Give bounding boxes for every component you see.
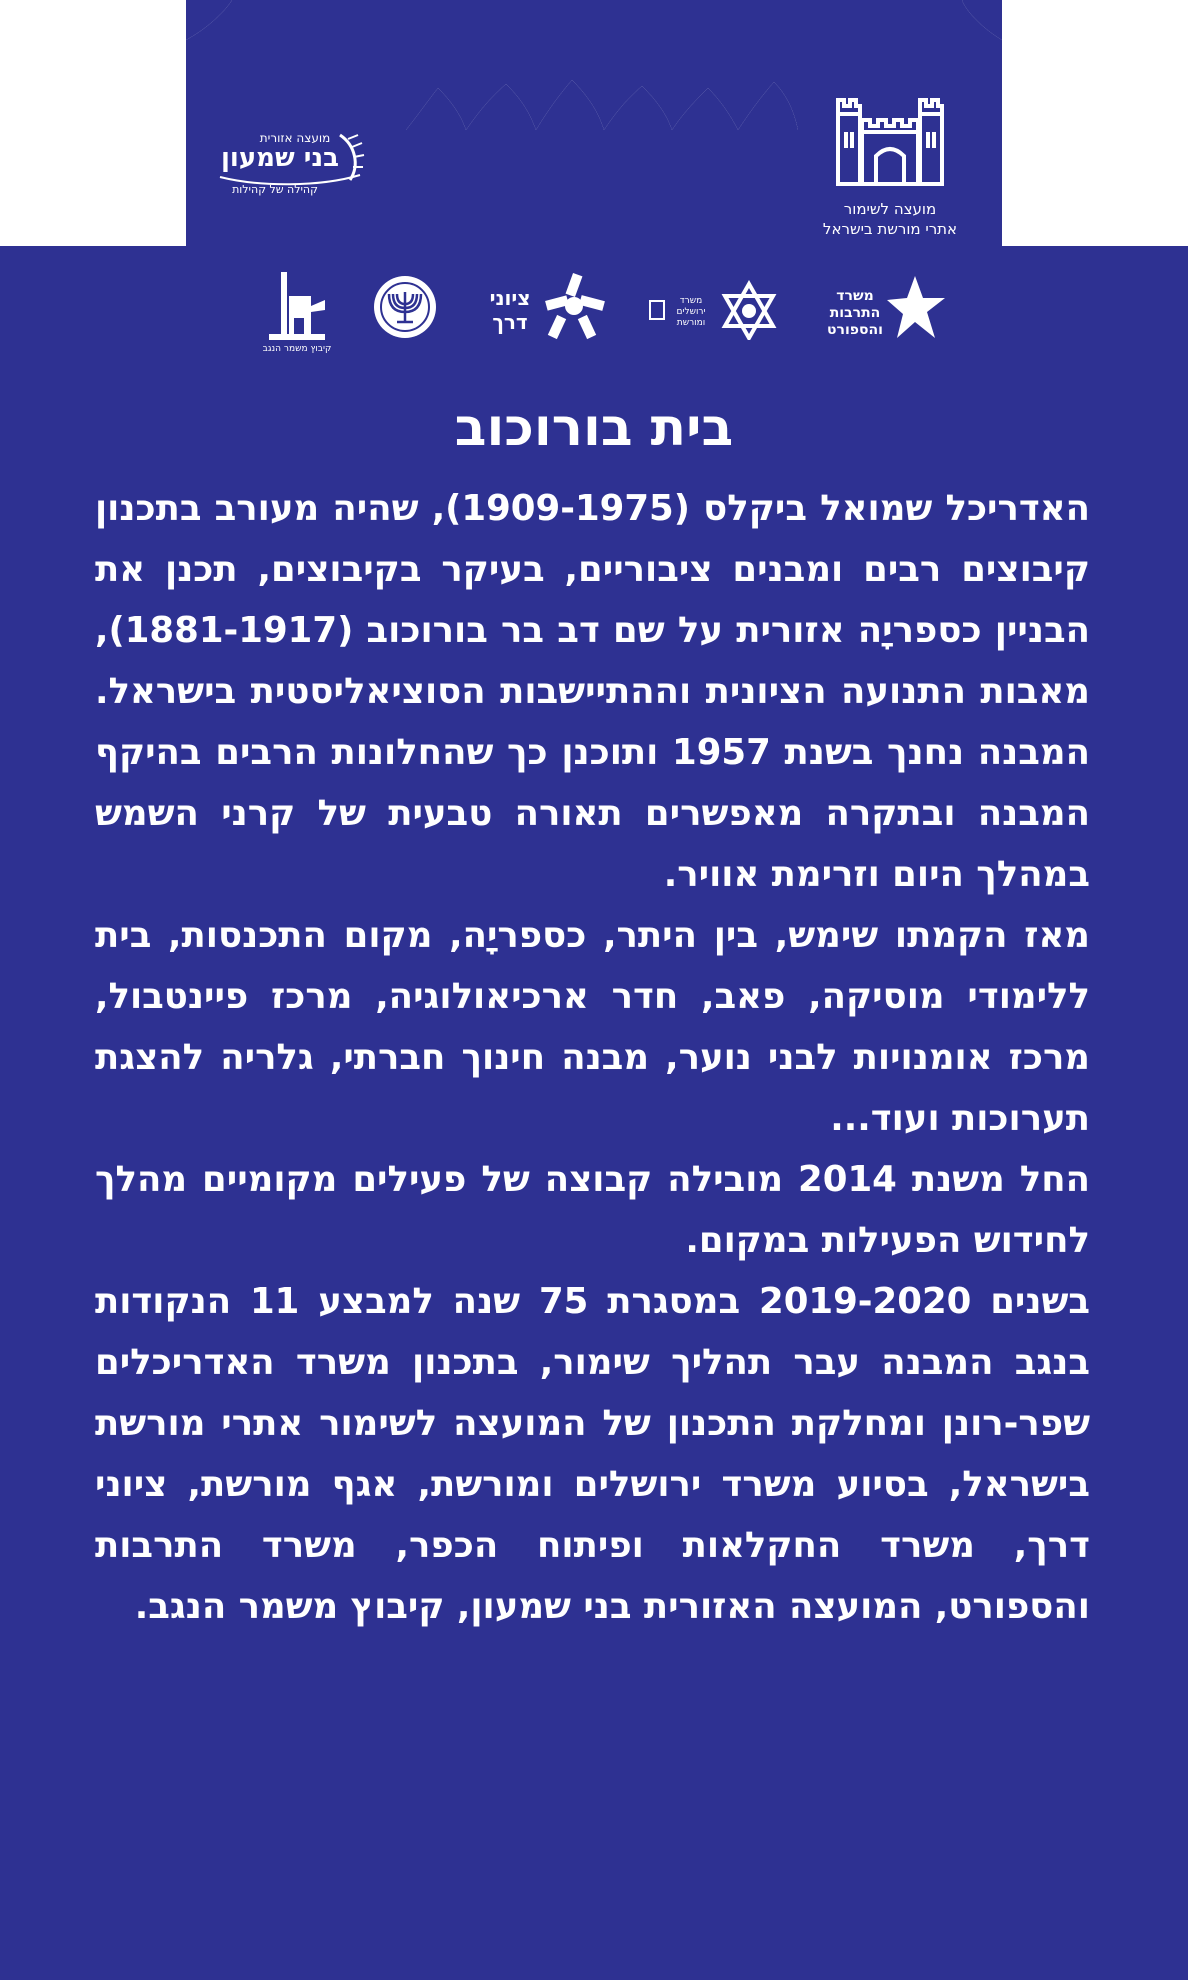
state-emblem-small-icon — [649, 300, 665, 320]
culture-ministry-logo — [825, 266, 955, 358]
paragraph-preservation: בשנים 2019-2020 במסגרת 75 שנה למבצע 11 הנקודות בנגב המבנה עבר תהליך שימור, בתכנון משרד האדריכלים שפר-רונן ומחלקת התכנון של המועצה לשימור אתרי מורשת בישראל, בסיוע משרד ירושלים ומורשת, אגף מורשת, ציוני דרך, משרד החקלאות ופיתוח הכפר, משרד התרבות והספורט, המועצה האזורית בני שמעון, קיבוץ משמר הנגב. — [95, 1281, 1091, 1627]
kibbutz-mishmar-hanegev-logo — [262, 266, 332, 358]
heritage-logo-line1: מועצה לשימור — [843, 200, 937, 218]
paragraph-uses: מאז הקמתו שימש, בין היתר, כספריָה, מקום התכנסות, בית ללימודי מוסיקה, פאב, חדר ארכיאולוגיה, מרכז פיינטבול, מרכז אומנויות לבני נוער, מבנה חינוך חברתי, גלריה להצגת תערוכות ועוד... — [95, 915, 1090, 1139]
heritage-council-logo — [800, 92, 980, 242]
heritage-castle-logo-icon — [830, 92, 950, 187]
bnei-shimon-name: בני שמעון — [220, 143, 340, 173]
body-text — [95, 478, 1090, 1637]
paragraph-history: האדריכל שמואל ביקלס (1909-1975), שהיה מעורב בתכנון קיבוצים רבים ומבנים ציבוריים, בעיקר בקיבוצים, תכנן את הבניין כספריָה אזורית על שם דב בר בורוכוב (1881-1917), מאבות התנועה הציונית וההתיישבות הסוציאליסטית בישראל. המבנה נחנך בשנת 1957 ותוכנן כך שהחלונות הרבים בהיקף המבנה ובתקרה מאפשרים תאורה טבעית של קרני השמש במהלך היום וזרימת אוויר. — [95, 488, 1090, 895]
heritage-logo-line2: אתרי מורשת בישראל — [822, 220, 958, 238]
header-crenellation-shape — [0, 0, 1188, 246]
paragraph-renewal: החל משנת 2014 מובילה קבוצה של פעילים מקומיים מהלך לחידוש הפעילות במקום. — [95, 1159, 1090, 1261]
jerusalem-heritage-ministry-logo — [645, 266, 785, 358]
state-emblem-logo — [370, 266, 440, 358]
bnei-shimon-tagline: קהילה של קהילות — [232, 183, 318, 196]
kibbutz-mishmar-hanegev-icon — [267, 266, 327, 344]
culture-ministry-star-icon — [885, 274, 947, 344]
partner-logos-row — [0, 266, 1188, 358]
bnei-shimon-small-text: מועצה אזורית — [259, 131, 331, 145]
tziyunei-derech-label: ציוני דרך — [489, 286, 531, 334]
tziyunei-derech-logo — [480, 266, 610, 358]
state-emblem-menorah-icon — [372, 274, 438, 340]
jerusalem-heritage-ministry-icon — [719, 280, 779, 340]
bnei-shimon-logo — [210, 125, 380, 205]
page-title: בית בורוכוב — [454, 398, 734, 458]
tziyunei-derech-icon — [542, 272, 606, 342]
kibbutz-mishmar-hanegev-label: קיבוץ משמר הנגב — [262, 344, 332, 354]
culture-ministry-label: משרד התרבות והספורט — [827, 288, 883, 338]
jerusalem-heritage-ministry-label: משרד ירושלים ומורשת — [676, 296, 706, 328]
